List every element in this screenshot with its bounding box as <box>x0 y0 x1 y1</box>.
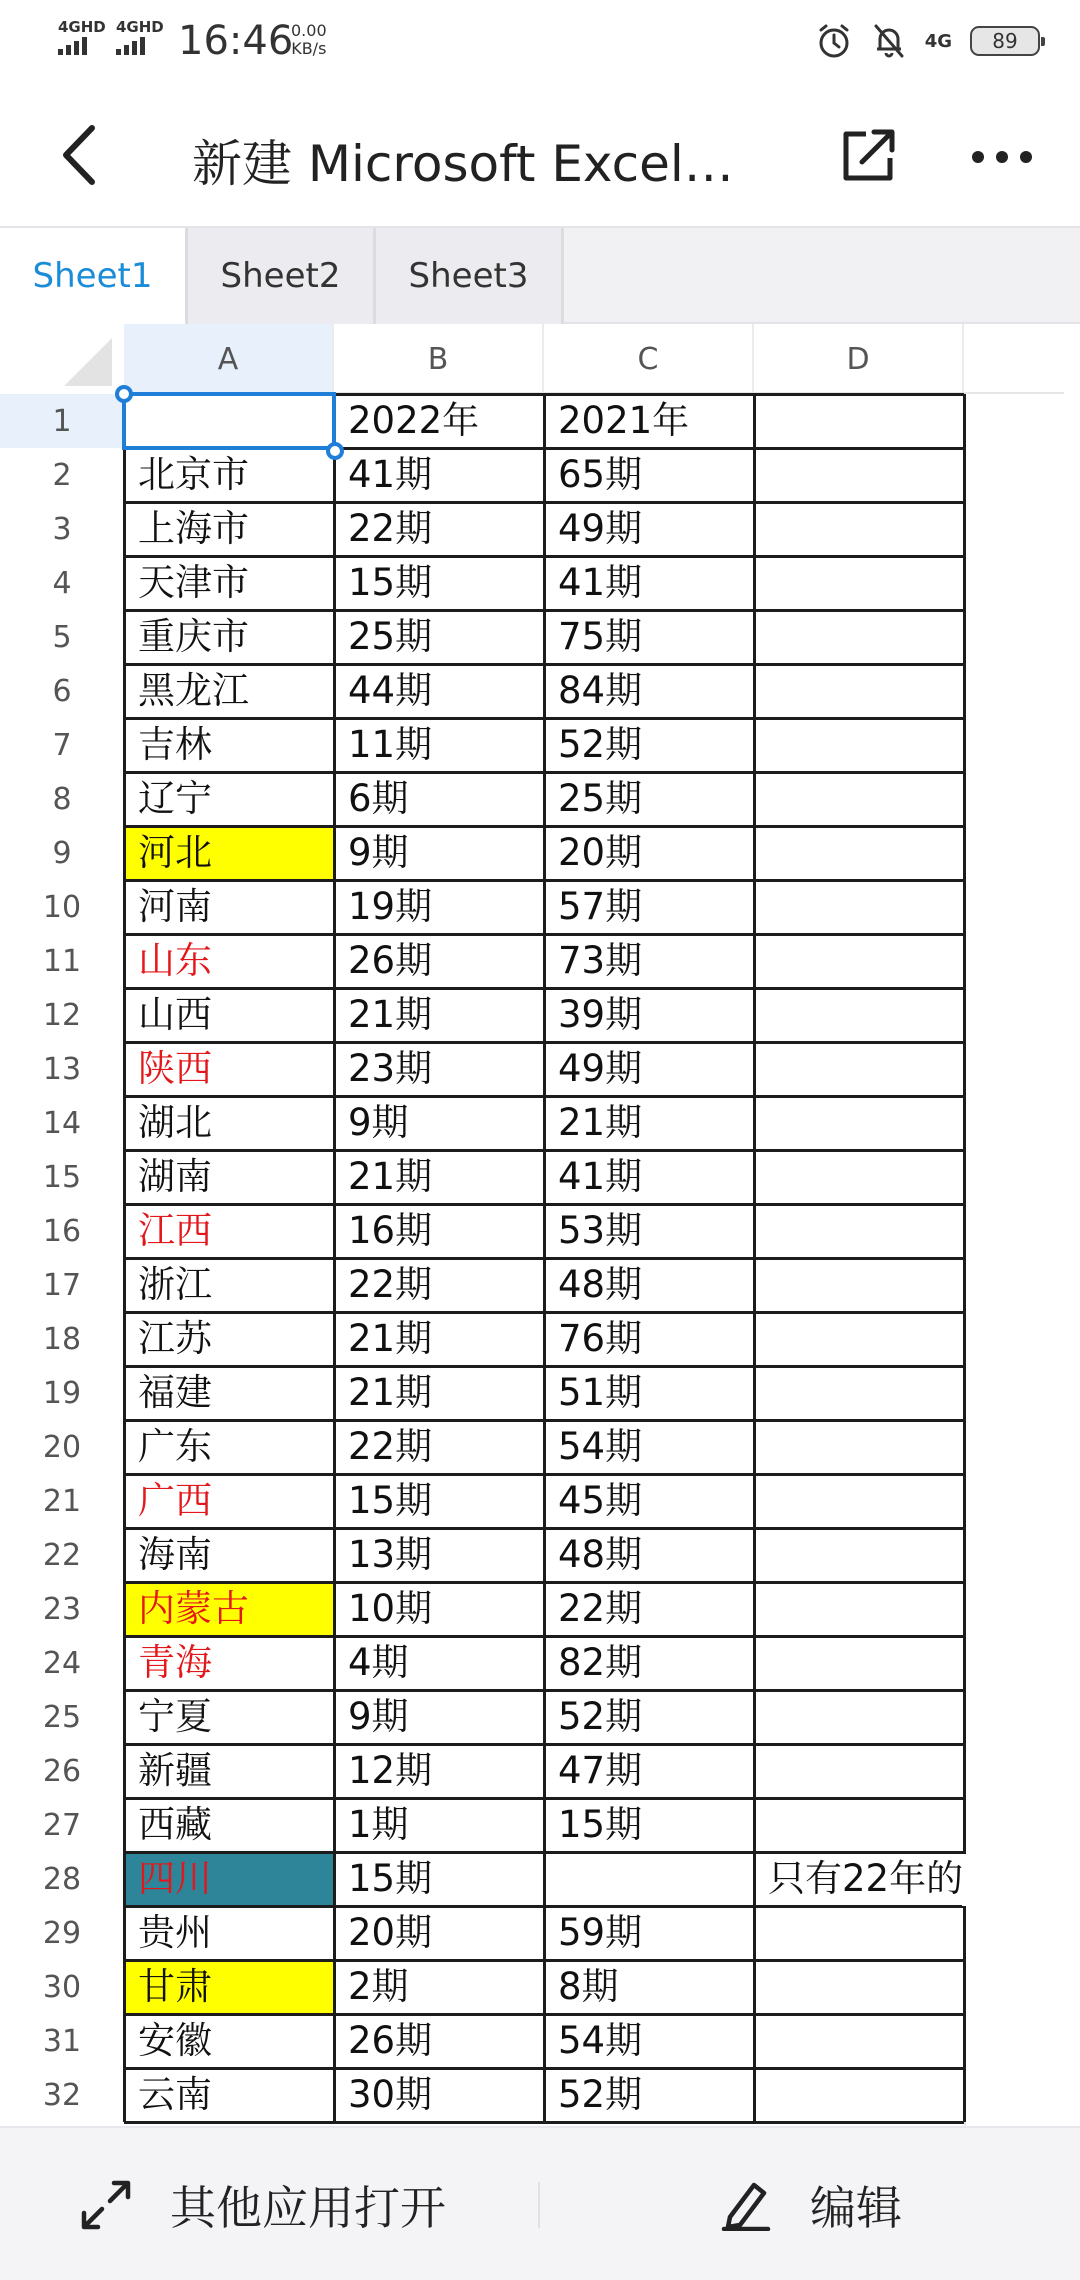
cell-a[interactable]: 辽宁 <box>138 777 212 820</box>
row-header[interactable]: 29 <box>42 1915 82 1951</box>
share-button[interactable] <box>836 124 900 188</box>
cell-c[interactable]: 52期 <box>558 723 643 766</box>
cell-a[interactable]: 安徽 <box>138 2019 212 2062</box>
cell-c[interactable]: 21期 <box>558 1101 643 1144</box>
cell-a[interactable]: 西藏 <box>138 1803 212 1846</box>
row-header[interactable]: 2 <box>52 457 72 493</box>
cell-d[interactable] <box>754 556 964 610</box>
cell-c[interactable]: 49期 <box>558 507 643 550</box>
cell-b[interactable]: 26期 <box>348 2019 433 2062</box>
cell-a[interactable]: 河北 <box>124 826 334 880</box>
cell-c[interactable] <box>544 1852 754 1906</box>
network-speed <box>291 22 327 58</box>
bottom-bar <box>0 2126 1080 2280</box>
cell-c[interactable]: 39期 <box>558 993 643 1036</box>
cell-b[interactable]: 9期 <box>348 1101 409 1144</box>
cell-d[interactable] <box>754 1366 964 1420</box>
row-header[interactable]: 30 <box>42 1969 82 2005</box>
row-header[interactable]: 23 <box>42 1591 82 1627</box>
open-in-other-app-button[interactable] <box>80 2170 446 2240</box>
status-bar <box>0 0 1080 84</box>
row-header[interactable]: 14 <box>42 1105 82 1141</box>
tab-sheet3[interactable]: Sheet3 <box>376 228 564 324</box>
cell-b[interactable]: 2期 <box>348 1965 409 2008</box>
cell-a[interactable]: 陕西 <box>138 1047 212 1090</box>
cell-a[interactable]: 山东 <box>138 939 212 982</box>
row-header[interactable]: 17 <box>42 1267 82 1303</box>
cell-b[interactable]: 22期 <box>348 507 433 550</box>
cell-d[interactable] <box>754 1042 964 1096</box>
row-header[interactable]: 25 <box>42 1699 82 1735</box>
selection-handle-bottom-right[interactable] <box>326 442 344 460</box>
cell-a[interactable]: 宁夏 <box>138 1695 212 1738</box>
cell-d[interactable] <box>754 1528 964 1582</box>
cell-a[interactable]: 福建 <box>138 1371 212 1414</box>
sim1-signal-icon <box>58 20 106 55</box>
cell-c[interactable]: 53期 <box>558 1209 643 1252</box>
column-header-d[interactable]: D <box>754 324 964 394</box>
cell-a[interactable]: 四川 <box>124 1852 334 1906</box>
cell-a[interactable]: 青海 <box>138 1641 212 1684</box>
row-header[interactable]: 12 <box>42 997 82 1033</box>
row-header[interactable]: 1 <box>0 394 124 448</box>
cell-a[interactable]: 浙江 <box>138 1263 212 1306</box>
cell-d[interactable] <box>754 1096 964 1150</box>
cell-d[interactable] <box>754 448 964 502</box>
cell-d[interactable]: 只有22年的 <box>768 1857 964 1900</box>
row-header[interactable]: 13 <box>42 1051 82 1087</box>
row-header[interactable]: 21 <box>42 1483 82 1519</box>
row-header[interactable]: 7 <box>52 727 72 763</box>
cell-c[interactable]: 65期 <box>558 453 643 496</box>
title-bar <box>0 84 1080 226</box>
cell-b[interactable]: 22期 <box>348 1425 433 1468</box>
cell-d[interactable] <box>754 610 964 664</box>
sim2-signal-icon <box>116 20 164 55</box>
cell-d[interactable] <box>754 826 964 880</box>
cell-d[interactable] <box>754 502 964 556</box>
column-header-c[interactable]: C <box>544 324 754 394</box>
row-header[interactable]: 27 <box>42 1807 82 1843</box>
row-header[interactable]: 22 <box>42 1537 82 1573</box>
cell-b[interactable]: 44期 <box>348 669 433 712</box>
cell-b[interactable]: 12期 <box>348 1749 433 1792</box>
column-border <box>333 394 336 2122</box>
cell-c[interactable]: 22期 <box>558 1587 643 1630</box>
cell-c[interactable]: 45期 <box>558 1479 643 1522</box>
status-time: 16:46 <box>178 18 294 64</box>
cell-c[interactable]: 54期 <box>558 2019 643 2062</box>
cell-a[interactable]: 贵州 <box>138 1911 212 1954</box>
cell-c[interactable]: 51期 <box>558 1371 643 1414</box>
row-header[interactable]: 5 <box>52 619 72 655</box>
cell-c[interactable]: 84期 <box>558 669 643 712</box>
cell-c[interactable]: 47期 <box>558 1749 643 1792</box>
cell-b[interactable]: 26期 <box>348 939 433 982</box>
column-border <box>543 394 546 2122</box>
cell-a[interactable]: 内蒙古 <box>124 1582 334 1636</box>
cell-c[interactable]: 8期 <box>558 1965 619 2008</box>
row-header[interactable]: 18 <box>42 1321 82 1357</box>
cell-b[interactable]: 23期 <box>348 1047 433 1090</box>
tab-sheet2[interactable]: Sheet2 <box>188 228 376 324</box>
network-speed-value: 0.00 <box>291 21 327 40</box>
column-header-b[interactable]: B <box>334 324 544 394</box>
row-header[interactable]: 6 <box>52 673 72 709</box>
share-icon <box>836 124 900 188</box>
cell-b[interactable]: 25期 <box>348 615 433 658</box>
column-border <box>123 394 126 2122</box>
cell-c[interactable]: 75期 <box>558 615 643 658</box>
tab-sheet1[interactable]: Sheet1 <box>0 228 188 324</box>
cell-b[interactable]: 41期 <box>348 453 433 496</box>
row-header[interactable]: 4 <box>52 565 72 601</box>
row-header[interactable]: 26 <box>42 1753 82 1789</box>
cell-b[interactable]: 10期 <box>348 1587 433 1630</box>
cell-d[interactable] <box>754 1258 964 1312</box>
cell-a[interactable]: 北京市 <box>138 453 249 496</box>
cell-b[interactable]: 15期 <box>348 561 433 604</box>
alarm-icon <box>815 22 853 60</box>
bottom-divider <box>538 2182 540 2228</box>
cell-c[interactable]: 49期 <box>558 1047 643 1090</box>
cell-b[interactable]: 1期 <box>348 1803 409 1846</box>
cell-c[interactable]: 48期 <box>558 1263 643 1306</box>
cell-d[interactable] <box>754 1798 964 1852</box>
cell-d[interactable] <box>754 880 964 934</box>
cell-d[interactable] <box>754 664 964 718</box>
row-header[interactable]: 31 <box>42 2023 82 2059</box>
sim2-network-label: 4GHD <box>116 18 164 36</box>
selection-handle-top-left[interactable] <box>115 385 133 403</box>
row-header[interactable]: 32 <box>42 2077 82 2113</box>
cell-c[interactable]: 2021年 <box>558 399 690 442</box>
cell-d[interactable] <box>754 1420 964 1474</box>
sim1-network-label: 4GHD <box>58 18 106 36</box>
cell-b[interactable]: 11期 <box>348 723 433 766</box>
network-type: 4G <box>924 30 952 52</box>
cell-a[interactable]: 新疆 <box>138 1749 212 1792</box>
cell-b[interactable]: 15期 <box>348 1479 433 1522</box>
edit-button[interactable] <box>720 2170 902 2240</box>
cell-a[interactable]: 重庆市 <box>138 615 249 658</box>
row-header[interactable]: 19 <box>42 1375 82 1411</box>
cell-a[interactable]: 海南 <box>138 1533 212 1576</box>
cell-a[interactable]: 湖北 <box>138 1101 212 1144</box>
battery-icon <box>970 26 1040 56</box>
cell-d[interactable] <box>754 1150 964 1204</box>
spreadsheet-grid[interactable] <box>0 324 1080 2126</box>
cell-selection-box[interactable] <box>122 392 336 450</box>
cell-a[interactable]: 江西 <box>138 1209 212 1252</box>
cell-a[interactable]: 江苏 <box>138 1317 212 1360</box>
cell-b[interactable]: 9期 <box>348 1695 409 1738</box>
row-header[interactable]: 28 <box>42 1861 82 1897</box>
cell-b[interactable]: 21期 <box>348 1155 433 1198</box>
cell-b[interactable]: 19期 <box>348 885 433 928</box>
cell-a[interactable]: 云南 <box>138 2073 212 2116</box>
network-speed-unit: KB/s <box>291 39 327 58</box>
cell-b[interactable]: 16期 <box>348 1209 433 1252</box>
row-header[interactable]: 10 <box>42 889 82 925</box>
cell-d[interactable] <box>754 1474 964 1528</box>
cell-d[interactable] <box>754 772 964 826</box>
cell-b[interactable]: 21期 <box>348 1371 433 1414</box>
cell-c[interactable]: 48期 <box>558 1533 643 1576</box>
battery-level: 89 <box>992 29 1018 53</box>
cell-c[interactable]: 41期 <box>558 561 643 604</box>
cell-c[interactable]: 41期 <box>558 1155 643 1198</box>
cell-c[interactable]: 82期 <box>558 1641 643 1684</box>
expand-icon <box>80 2179 132 2231</box>
cell-a[interactable]: 湖南 <box>138 1155 212 1198</box>
cell-c[interactable]: 20期 <box>558 831 643 874</box>
row-header[interactable]: 24 <box>42 1645 82 1681</box>
cell-d[interactable] <box>754 1906 964 1960</box>
back-arrow-icon <box>52 120 116 190</box>
cell-c[interactable]: 15期 <box>558 1803 643 1846</box>
cell-d[interactable] <box>754 1960 964 2014</box>
cell-c[interactable]: 54期 <box>558 1425 643 1468</box>
cell-a[interactable]: 黑龙江 <box>138 669 249 712</box>
cell-b[interactable]: 13期 <box>348 1533 433 1576</box>
row-header[interactable]: 11 <box>42 943 82 979</box>
cell-b[interactable]: 2022年 <box>348 399 480 442</box>
more-options-button[interactable] <box>970 142 1034 172</box>
cell-d[interactable] <box>754 1690 964 1744</box>
edit-label: 编辑 <box>810 2181 902 2235</box>
row-header[interactable]: 16 <box>42 1213 82 1249</box>
cell-d[interactable] <box>754 1636 964 1690</box>
open-in-other-app-label: 其他应用打开 <box>170 2181 446 2235</box>
cell-b[interactable]: 6期 <box>348 777 409 820</box>
cell-d[interactable] <box>754 718 964 772</box>
cell-a[interactable]: 广东 <box>138 1425 212 1468</box>
cell-b[interactable]: 22期 <box>348 1263 433 1306</box>
row-header[interactable]: 15 <box>42 1159 82 1195</box>
cell-b[interactable]: 20期 <box>348 1911 433 1954</box>
cell-d[interactable] <box>754 988 964 1042</box>
cell-b[interactable]: 30期 <box>348 2073 433 2116</box>
cell-a[interactable]: 河南 <box>138 885 212 928</box>
select-all-corner[interactable] <box>0 324 124 394</box>
row-header[interactable]: 8 <box>52 781 72 817</box>
row-header[interactable]: 20 <box>42 1429 82 1465</box>
cell-c[interactable]: 52期 <box>558 1695 643 1738</box>
cell-c[interactable]: 76期 <box>558 1317 643 1360</box>
cell-b[interactable]: 9期 <box>348 831 409 874</box>
cell-c[interactable]: 59期 <box>558 1911 643 1954</box>
cell-c[interactable]: 73期 <box>558 939 643 982</box>
cell-a[interactable]: 天津市 <box>138 561 249 604</box>
cell-c[interactable]: 52期 <box>558 2073 643 2116</box>
cell-c[interactable]: 25期 <box>558 777 643 820</box>
column-header-a[interactable]: A <box>124 324 334 394</box>
cell-b[interactable]: 4期 <box>348 1641 409 1684</box>
cell-d[interactable] <box>754 2014 964 2068</box>
cell-d[interactable] <box>754 1582 964 1636</box>
select-all-icon <box>62 336 114 388</box>
document-title: 新建 Microsoft Excel… <box>192 135 734 193</box>
more-icon <box>970 142 1034 172</box>
sheet-tabs <box>0 226 1080 324</box>
cell-b[interactable]: 21期 <box>348 993 433 1036</box>
row-header[interactable]: 9 <box>52 835 72 871</box>
cell-a[interactable]: 山西 <box>138 993 212 1036</box>
cell-d[interactable] <box>754 1744 964 1798</box>
cell-c[interactable]: 57期 <box>558 885 643 928</box>
cell-b[interactable]: 15期 <box>348 1857 433 1900</box>
cell-a[interactable]: 广西 <box>138 1479 212 1522</box>
mute-bell-icon <box>871 22 907 60</box>
cell-a[interactable]: 吉林 <box>138 723 212 766</box>
cell-a[interactable]: 上海市 <box>138 507 249 550</box>
cell-d[interactable] <box>754 394 964 448</box>
cell-d[interactable] <box>754 2068 964 2122</box>
cell-d[interactable] <box>754 1312 964 1366</box>
cell-d[interactable] <box>754 1204 964 1258</box>
row-header[interactable]: 3 <box>52 511 72 547</box>
pencil-icon <box>720 2179 772 2231</box>
cell-a[interactable]: 甘肃 <box>124 1960 334 2014</box>
cell-b[interactable]: 21期 <box>348 1317 433 1360</box>
cell-d[interactable] <box>754 934 964 988</box>
back-button[interactable] <box>52 120 116 190</box>
